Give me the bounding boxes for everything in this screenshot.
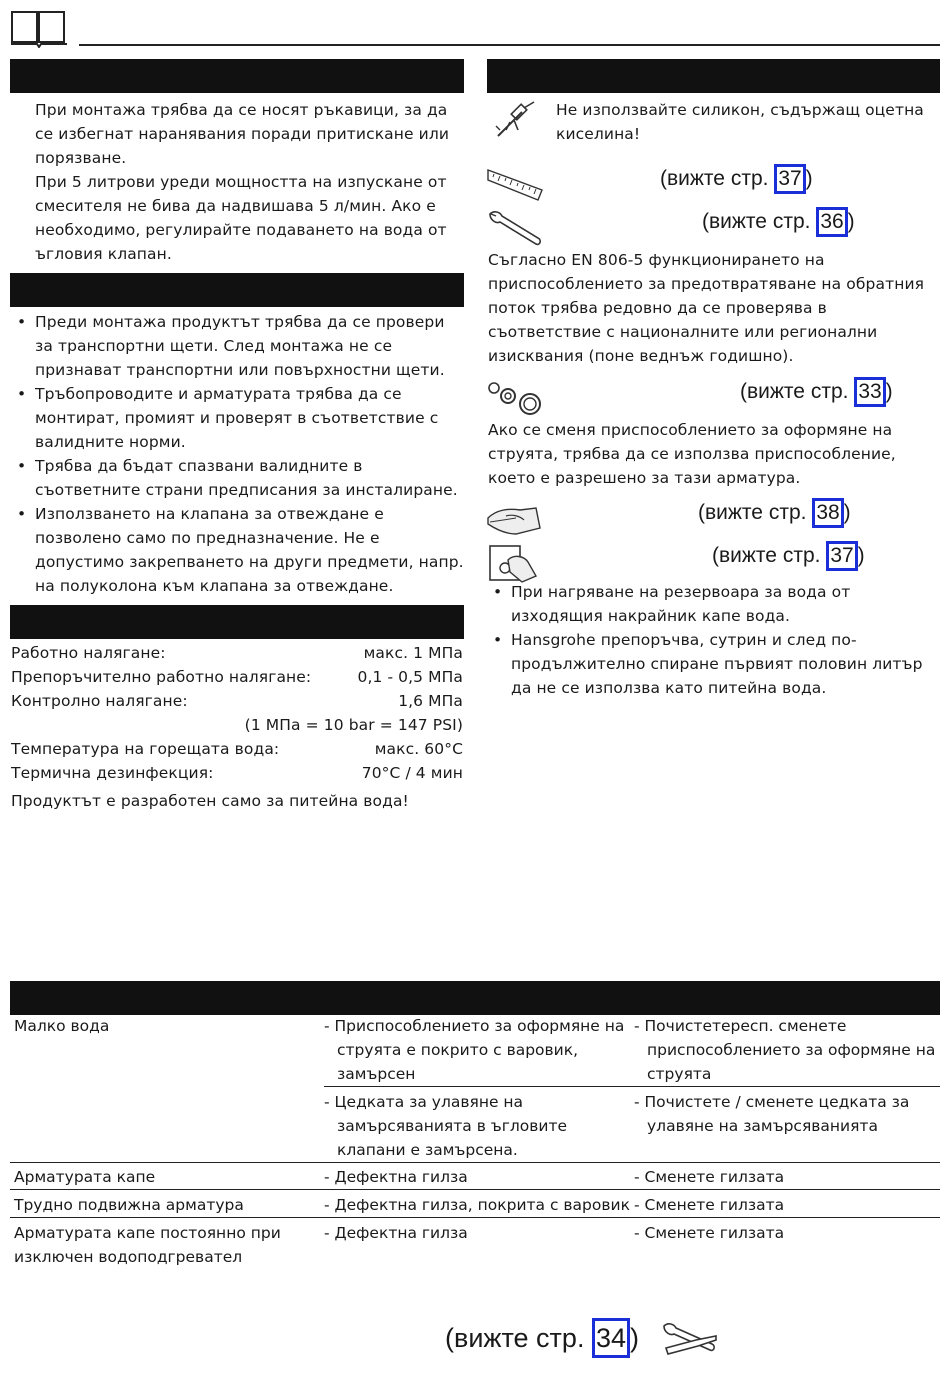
specs-list [11,641,463,813]
spec-row: Температура на горещата вода: макс. 60°C [11,740,463,758]
section-bar-troubleshooting [10,981,940,1015]
page-reference: (вижте стр. 34 ) [445,1318,639,1358]
aerator-paragraph: Ако се сменя приспособлението за оформяне на струята, трябва да се използва приспособление, което е разрешено за тази арматура. [488,421,896,487]
section-bar-specs [10,605,464,639]
page-link[interactable]: 36 [816,207,847,237]
remedy-cell: - Почистетересп. сменете приспособлението за оформяне на струята [634,1017,936,1083]
page-reference: (вижте стр. 37 ) [660,164,813,194]
problem-cell: Арматурата капе [10,1163,324,1190]
notes-list [487,580,939,700]
cause-cell: - Дефектна гилза [324,1224,468,1242]
cause-cell: - Дефектна гилза [324,1168,468,1186]
page-reference: (вижте стр. 33 ) [740,377,893,407]
page-link[interactable]: 37 [774,164,805,194]
list-item: • Трябва да бъдат спазвани валидните в съответните страни предписания за инсталиране. [11,454,465,502]
cause-cell: - Приспособлението за оформяне на струята е покрито с варовик, замърсен [324,1017,625,1083]
remedy-cell: - Почистете / сменете цедката за улавяне на замърсяванията [634,1093,910,1135]
table-row [10,1190,940,1218]
page-reference: (вижте стр. 36 ) [702,207,855,237]
list-item: • Преди монтажа продуктът трябва да се провери за транспортни щети. След монтажа не се признават транспортни или повърхностни щети. [11,310,465,382]
ruler-icon [486,166,546,202]
problem-cell: Малко вода [14,1017,110,1035]
table-row [10,1014,940,1087]
safety-paragraph: При 5 литрови уреди мощността на изпускане от смесителя не бива да надвишава 5 л/мин. Ако е необходимо, регулирайте подаването на вода от ъгловия клапан. [35,173,447,263]
spec-row: Работно налягане: макс. 1 МПа [11,644,463,662]
section-bar-safety [10,59,464,93]
silicone-gun-icon [492,100,540,140]
hand-cleaning-icon [486,498,546,538]
safety-text [35,98,465,266]
spec-row: Препоръчително работно налягане: 0,1 - 0,5 МПа [11,668,463,686]
troubleshooting-table [10,1014,940,1269]
hand-valve-icon [488,540,540,584]
section-bar-assembly [10,273,464,307]
page-link[interactable]: 34 [592,1318,630,1358]
problem-cell [10,1087,324,1163]
specs-note: Продуктът е разработен само за питейна вода! [11,792,409,810]
manual-book-icon [10,10,68,48]
assembly-list [11,310,465,598]
page-link[interactable]: 37 [826,541,857,571]
safety-paragraph: При монтажа трябва да се носят ръкавици, за да се избегнат наранявания поради притискане или порязване. [35,101,450,167]
remedy-cell: - Сменете гилзата [634,1168,785,1186]
aerator-parts-icon [486,378,546,418]
list-item: • При нагряване на резервоара за вода от изходящия накрайник капе вода. [487,580,939,628]
wrench-screwdriver-icon [660,1318,720,1360]
page-reference: (вижте стр. 37 ) [712,541,865,571]
list-item: • Hansgrohe препоръчва, сутрин и след по-продължително спиране първият половин литър да не се използва като питейна вода. [487,628,939,700]
spec-row: Контролно налягане: 1,6 МПа [11,692,463,710]
list-item: • Тръбопроводите и арматурата трябва да се монтират, промият и проверят в съответствие с валидните норми. [11,382,465,454]
table-row [10,1163,940,1190]
remedy-cell: - Сменете гилзата [634,1224,785,1242]
list-item: • Използването на клапана за отвеждане е позволено само по предназначение. Не е допустимо закрепването на други предмети, напр. на полуколона към клапана за отвеждане. [11,502,465,598]
remedy-cell: - Сменете гилзата [634,1196,785,1214]
header-rule [79,44,940,46]
wrench-icon [486,208,546,248]
page-reference: (вижте стр. 38 ) [698,498,851,528]
en806-paragraph: Съгласно EN 806-5 функционирането на приспособлението за предотвратяване на обратния поток трябва редовно да се проверява в съответствие с националните или регионални изисквания (поне веднъж годишно). [488,251,925,365]
table-row [10,1218,940,1270]
spec-row: Термична дезинфекция: 70°C / 4 мин [11,764,463,782]
page-link[interactable]: 33 [854,377,885,407]
problem-cell: Трудно подвижна арматура [10,1190,324,1218]
spec-row: (1 МПа = 10 bar = 147 PSI) [244,716,463,734]
silicone-warning: Не използвайте силикон, съдържащ оцетна киселина! [556,101,924,143]
problem-cell: Арматурата капе постоянно при изключен водоподгревател [10,1218,324,1270]
table-row [10,1087,940,1163]
cause-cell: - Цедката за улавяне на замърсяванията в ъгловите клапани е замърсена. [324,1093,568,1159]
cause-cell: - Дефектна гилза, покрита с варовик [324,1196,630,1214]
page-link[interactable]: 38 [812,498,843,528]
section-bar-notes [487,59,940,93]
